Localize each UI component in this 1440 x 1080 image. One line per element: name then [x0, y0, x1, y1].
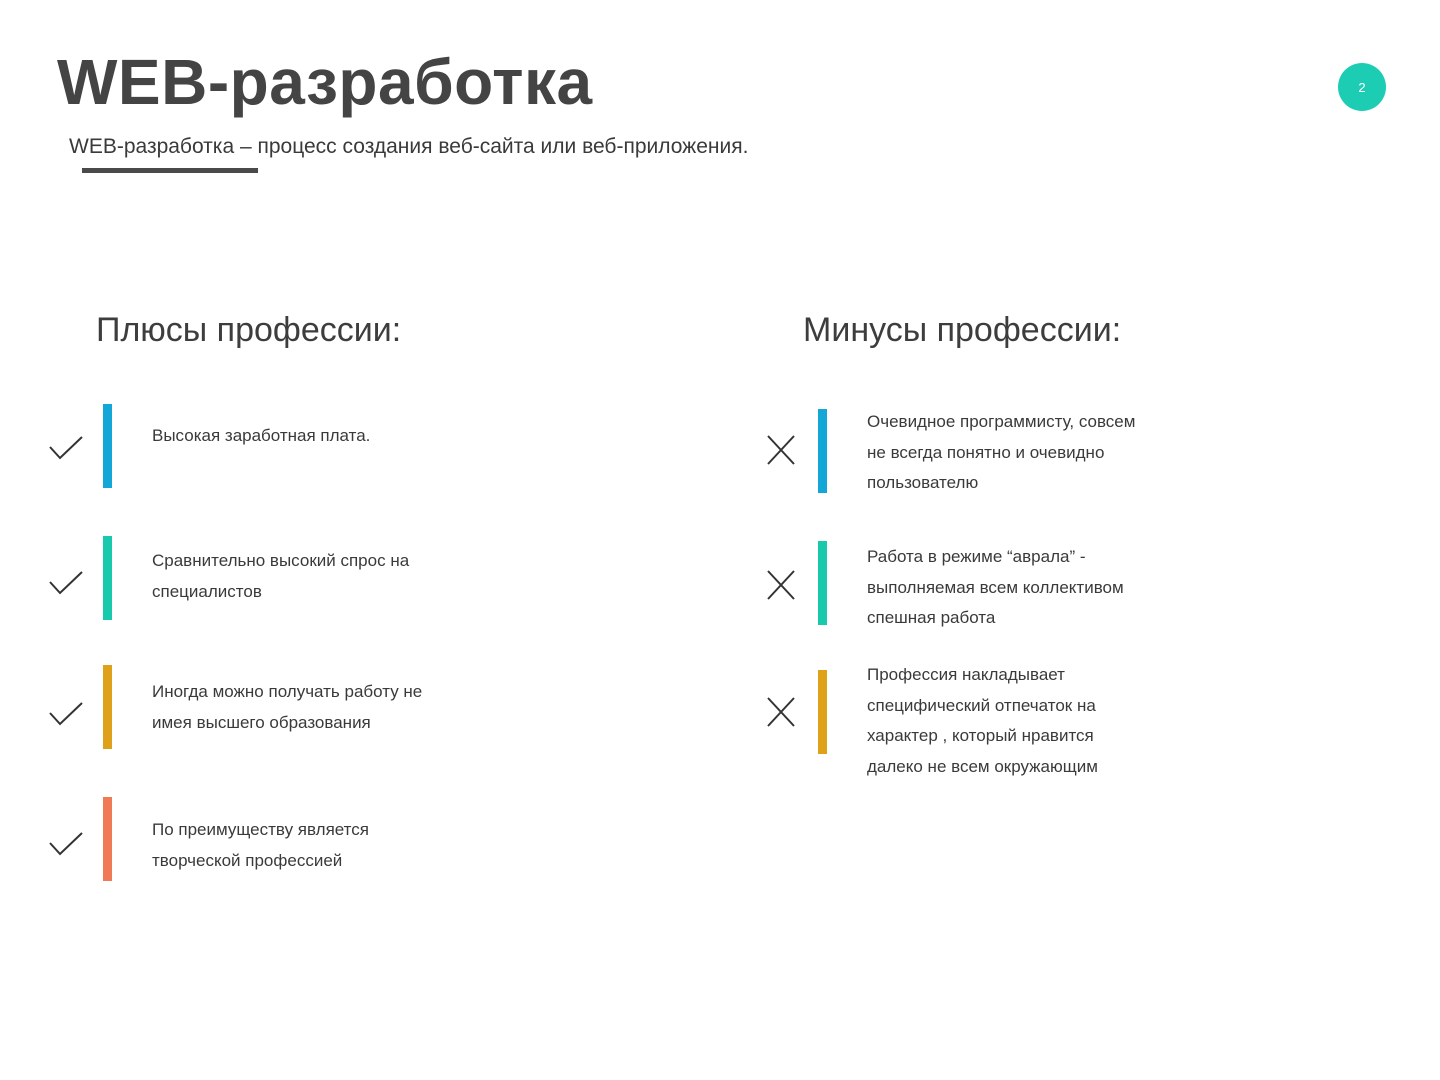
pros-item-text: Иногда можно получать работу не имея высшего образования: [152, 682, 423, 732]
pros-item-text: Высокая заработная плата.: [152, 426, 371, 445]
pros-item-bar: [103, 797, 112, 881]
cons-item-bar: [818, 670, 827, 754]
pros-item-bar: [103, 665, 112, 749]
page-number-badge: 2: [1338, 63, 1386, 111]
page-subtitle: WEB-разработка – процесс создания веб-сайта или веб-приложения.: [69, 135, 749, 158]
cons-item-bar: [818, 541, 827, 625]
check-icon: [48, 568, 84, 598]
pros-item-text: По преимуществу является творческой профессией: [152, 820, 369, 870]
cons-item-text: Очевидное программисту, совсем не всегда понятно и очевидно пользователю: [867, 412, 1136, 492]
cons-item-text: Профессия накладывает специфический отпечаток на характер , который нравится далеко не всем окружающим: [867, 665, 1098, 776]
pros-heading: Плюсы профессии:: [96, 311, 402, 349]
subtitle-underline: [82, 168, 258, 173]
check-icon: [48, 433, 84, 463]
cons-item-text: Работа в режиме “аврала” - выполняемая всем коллективом спешная работа: [867, 547, 1124, 627]
check-icon: [48, 829, 84, 859]
page-title: WEB-разработка: [57, 46, 593, 118]
close-icon: [764, 570, 800, 600]
cons-item-bar: [818, 409, 827, 493]
close-icon: [764, 697, 800, 727]
pros-item-bar: [103, 536, 112, 620]
close-icon: [764, 435, 800, 465]
pros-item-bar: [103, 404, 112, 488]
pros-item-text: Сравнительно высокий спрос на специалистов: [152, 551, 410, 601]
check-icon: [48, 699, 84, 729]
cons-heading: Минусы профессии:: [803, 311, 1122, 349]
